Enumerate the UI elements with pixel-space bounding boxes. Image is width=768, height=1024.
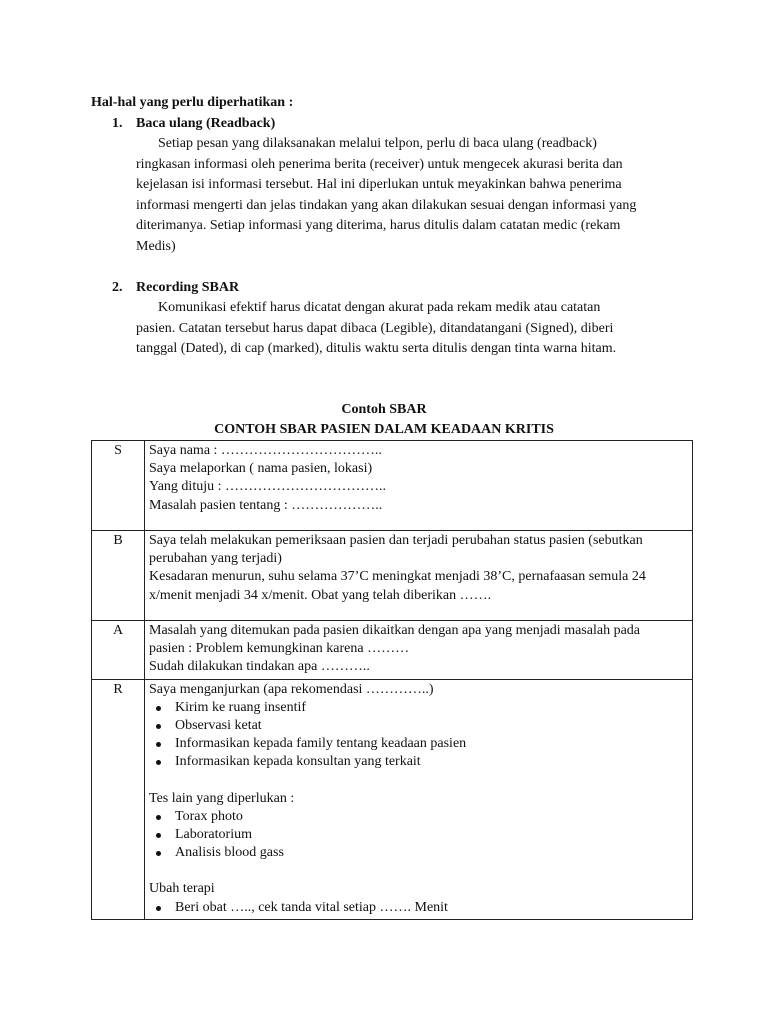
row-line: Kesadaran menurun, suhu selama 37’C meningkat menjadi 38’C, pernafaasan semula 24 [149, 569, 646, 585]
spacer [149, 862, 688, 880]
therapy-list [149, 899, 688, 917]
item-1-title-text: Baca ulang (Readback) [136, 116, 276, 131]
row-line: x/menit menjadi 34 x/menit. Obat yang telah diberikan ……. [149, 587, 492, 603]
paragraph-line: Setiap pesan yang dilaksanakan melalui telpon, perlu di baca ulang (readback) [158, 136, 597, 151]
sbar-row-b [92, 531, 693, 621]
paragraph-line: Medis) [136, 238, 176, 254]
therapy-label: Ubah terapi [149, 881, 215, 897]
recommendation-list [149, 699, 688, 772]
row-line: Saya melaporkan ( nama pasien, lokasi) [149, 461, 373, 477]
sbar-content-b [145, 531, 693, 621]
item-1-number: 1. [112, 116, 123, 131]
item-2-number: 2. [112, 280, 123, 295]
item-2-paragraph [136, 298, 681, 360]
row-line: Sudah dilakukan tindakan apa ……….. [149, 659, 370, 675]
paragraph-line: ringkasan informasi oleh penerima berita (receiver) untuk mengecek akurasi berita dan [136, 156, 623, 172]
paragraph-line: Komunikasi efektif harus dicatat dengan akurat pada rekam medik atau catatan [158, 300, 601, 315]
paragraph-line: informasi mengerti dan jelas tindakan yang akan dilakukan sesuai dengan informasi yang [136, 197, 637, 213]
list-item: Beri obat ….., cek tanda vital setiap ……. Menit [149, 899, 688, 917]
row-line: Saya nama : …………………………….. [149, 443, 382, 458]
item-1-paragraph [136, 134, 681, 257]
item-2-title [112, 278, 239, 299]
row-line: Yang dituju : …………………………….. [149, 479, 386, 495]
list-item: Informasikan kepada family tentang keadaan pasien [149, 735, 688, 753]
paragraph-line: tanggal (Dated), di cap (marked), ditulis waktu serta ditulis dengan tinta warna hitam. [136, 341, 617, 356]
item-1-title [112, 114, 275, 135]
sbar-row-a [92, 621, 693, 680]
sbar-content-a [145, 621, 693, 680]
list-item: Torax photo [149, 808, 688, 826]
sbar-letter-s: S [92, 441, 145, 531]
section-heading: Hal-hal yang perlu diperhatikan : [91, 95, 294, 110]
paragraph-line: pasien. Catatan tersebut harus dapat dibaca (Legible), ditandatangani (Signed), diberi [136, 320, 614, 336]
list-item: Kirim ke ruang insentif [149, 699, 688, 717]
sbar-content-s [145, 441, 693, 531]
list-item: Analisis blood gass [149, 844, 688, 862]
sbar-table [91, 440, 693, 920]
paragraph-line: kejelasan isi informasi tersebut. Hal ini diperlukan untuk meyakinkan bahwa penerima [136, 177, 622, 192]
table-title: CONTOH SBAR PASIEN DALAM KEADAAN KRITIS [214, 422, 554, 437]
tests-label: Tes lain yang diperlukan : [149, 790, 295, 806]
sbar-content-r [145, 679, 693, 919]
list-item: Observasi ketat [149, 717, 688, 735]
list-item: Laboratorium [149, 826, 688, 844]
spacer [149, 772, 688, 790]
example-title: Contoh SBAR [341, 402, 427, 417]
sbar-row-s [92, 441, 693, 531]
paragraph-line: diterimanya. Setiap informasi yang diterima, harus ditulis dalam catatan medic (rekam [136, 218, 621, 233]
list-item: Informasikan kepada konsultan yang terkait [149, 753, 688, 771]
row-line: Saya telah melakukan pemeriksaan pasien dan terjadi perubahan status pasien (sebutkan [149, 533, 643, 548]
recommendation-intro: Saya menganjurkan (apa rekomendasi …………..) [149, 681, 434, 697]
sbar-letter-r: R [92, 679, 145, 919]
item-2-title-text: Recording SBAR [136, 280, 240, 295]
sbar-letter-a: A [92, 621, 145, 680]
row-line: pasien : Problem kemungkinan karena ……… [149, 641, 410, 657]
sbar-row-r [92, 679, 693, 919]
sbar-letter-b: B [92, 531, 145, 621]
row-line: perubahan yang terjadi) [149, 551, 282, 567]
row-line: Masalah yang ditemukan pada pasien dikaitkan dengan apa yang menjadi masalah pada [149, 623, 640, 638]
tests-list [149, 808, 688, 863]
row-line: Masalah pasien tentang : ……………….. [149, 497, 383, 513]
